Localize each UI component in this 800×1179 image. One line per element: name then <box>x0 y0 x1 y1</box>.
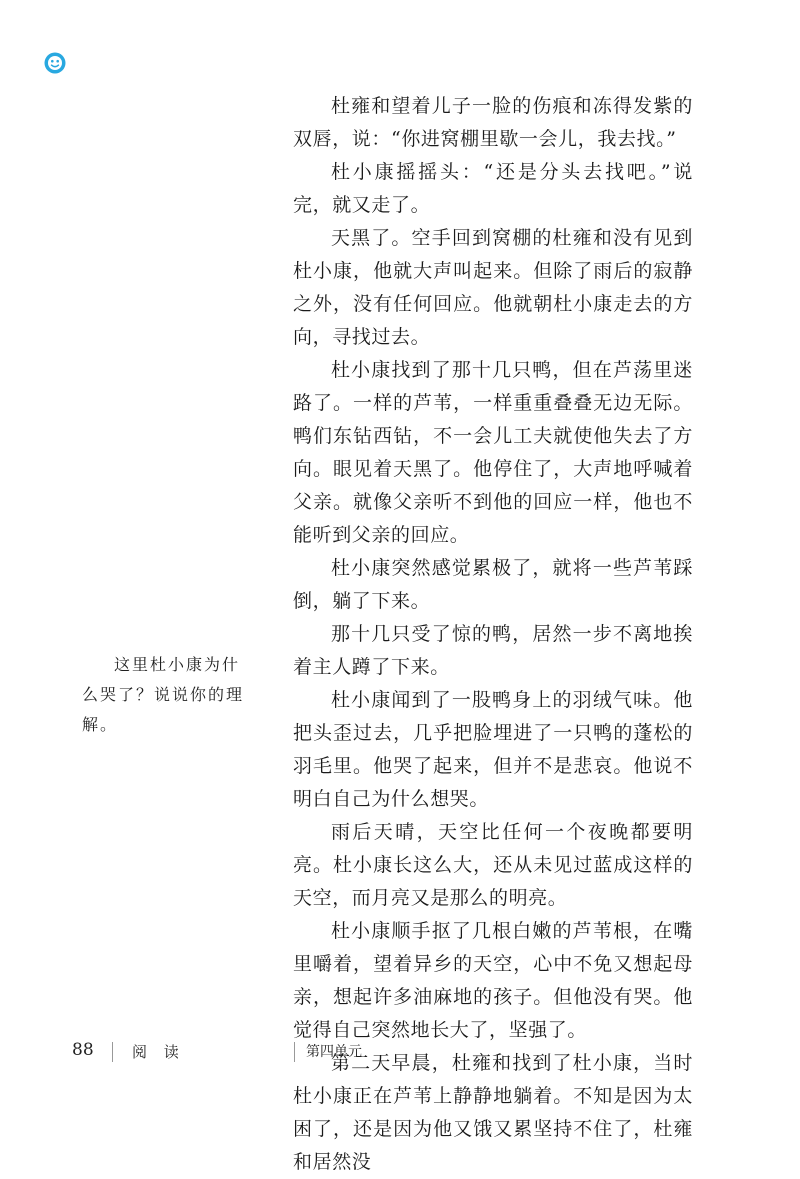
footer-divider <box>294 1042 295 1062</box>
story-paragraph: 那十几只受了惊的鸭，居然一步不离地挨着主人蹲了下来。 <box>293 623 693 678</box>
story-paragraph: 杜小康找到了那十几只鸭，但在芦荡里迷路了。一样的芦苇，一样重重叠叠无边无际。鸭们东钻西钻，不一会儿工夫就使他失去了方向。眼见着天黑了。他停住了，大声地呼喊着父亲。就像父亲听不到他的回应一样，他也不能听到父亲的回应。 <box>293 359 693 546</box>
story-paragraph: 天黑了。空手回到窝棚的杜雍和没有见到杜小康，他就大声叫起来。但除了雨后的寂静之外，没有任何回应。他就朝杜小康走去的方向，寻找过去。 <box>293 227 693 348</box>
page-footer <box>0 1040 800 1070</box>
story-paragraph: 雨后天晴，天空比任何一个夜晚都要明亮。杜小康长这么大，还从未见过蓝成这样的天空，而月亮又是那么的明亮。 <box>293 821 693 909</box>
page-number: 88 <box>72 1040 94 1060</box>
story-paragraph: 第二天早晨，杜雍和找到了杜小康，当时杜小康正在芦苇上静静地躺着。不知是因为太困了，还是因为他又饿又累坚持不住了，杜雍和居然没 <box>293 1052 693 1173</box>
story-paragraph: 杜小康突然感觉累极了，就将一些芦苇踩倒，躺了下来。 <box>293 557 693 612</box>
footer-divider <box>112 1042 113 1062</box>
story-paragraph: 杜小康顺手抠了几根白嫩的芦苇根，在嘴里嚼着，望着异乡的天空，心中不免又想起母亲，想起许多油麻地的孩子。但他没有哭。他觉得自己突然地长大了，坚强了。 <box>293 920 693 1041</box>
section-label: 阅 读 <box>132 1043 185 1061</box>
unit-label: 第四单元 <box>306 1044 362 1060</box>
story-paragraph: 杜雍和望着儿子一脸的伤痕和冻得发紫的双唇，说：“你进窝棚里歇一会儿，我去找。” <box>293 95 693 150</box>
margin-question-note: 这里杜小康为什么哭了？说说你的理解。 <box>82 655 245 734</box>
story-paragraph: 杜小康摇摇头：“还是分头去找吧。”说完，就又走了。 <box>293 161 693 216</box>
story-paragraph: 杜小康闻到了一股鸭身上的羽绒气味。他把头歪过去，几乎把脸埋进了一只鸭的蓬松的羽毛里。他哭了起来，但并不是悲哀。他说不明白自己为什么想哭。 <box>293 689 693 810</box>
story-text <box>293 90 693 1179</box>
smiley-face-icon <box>43 51 67 75</box>
